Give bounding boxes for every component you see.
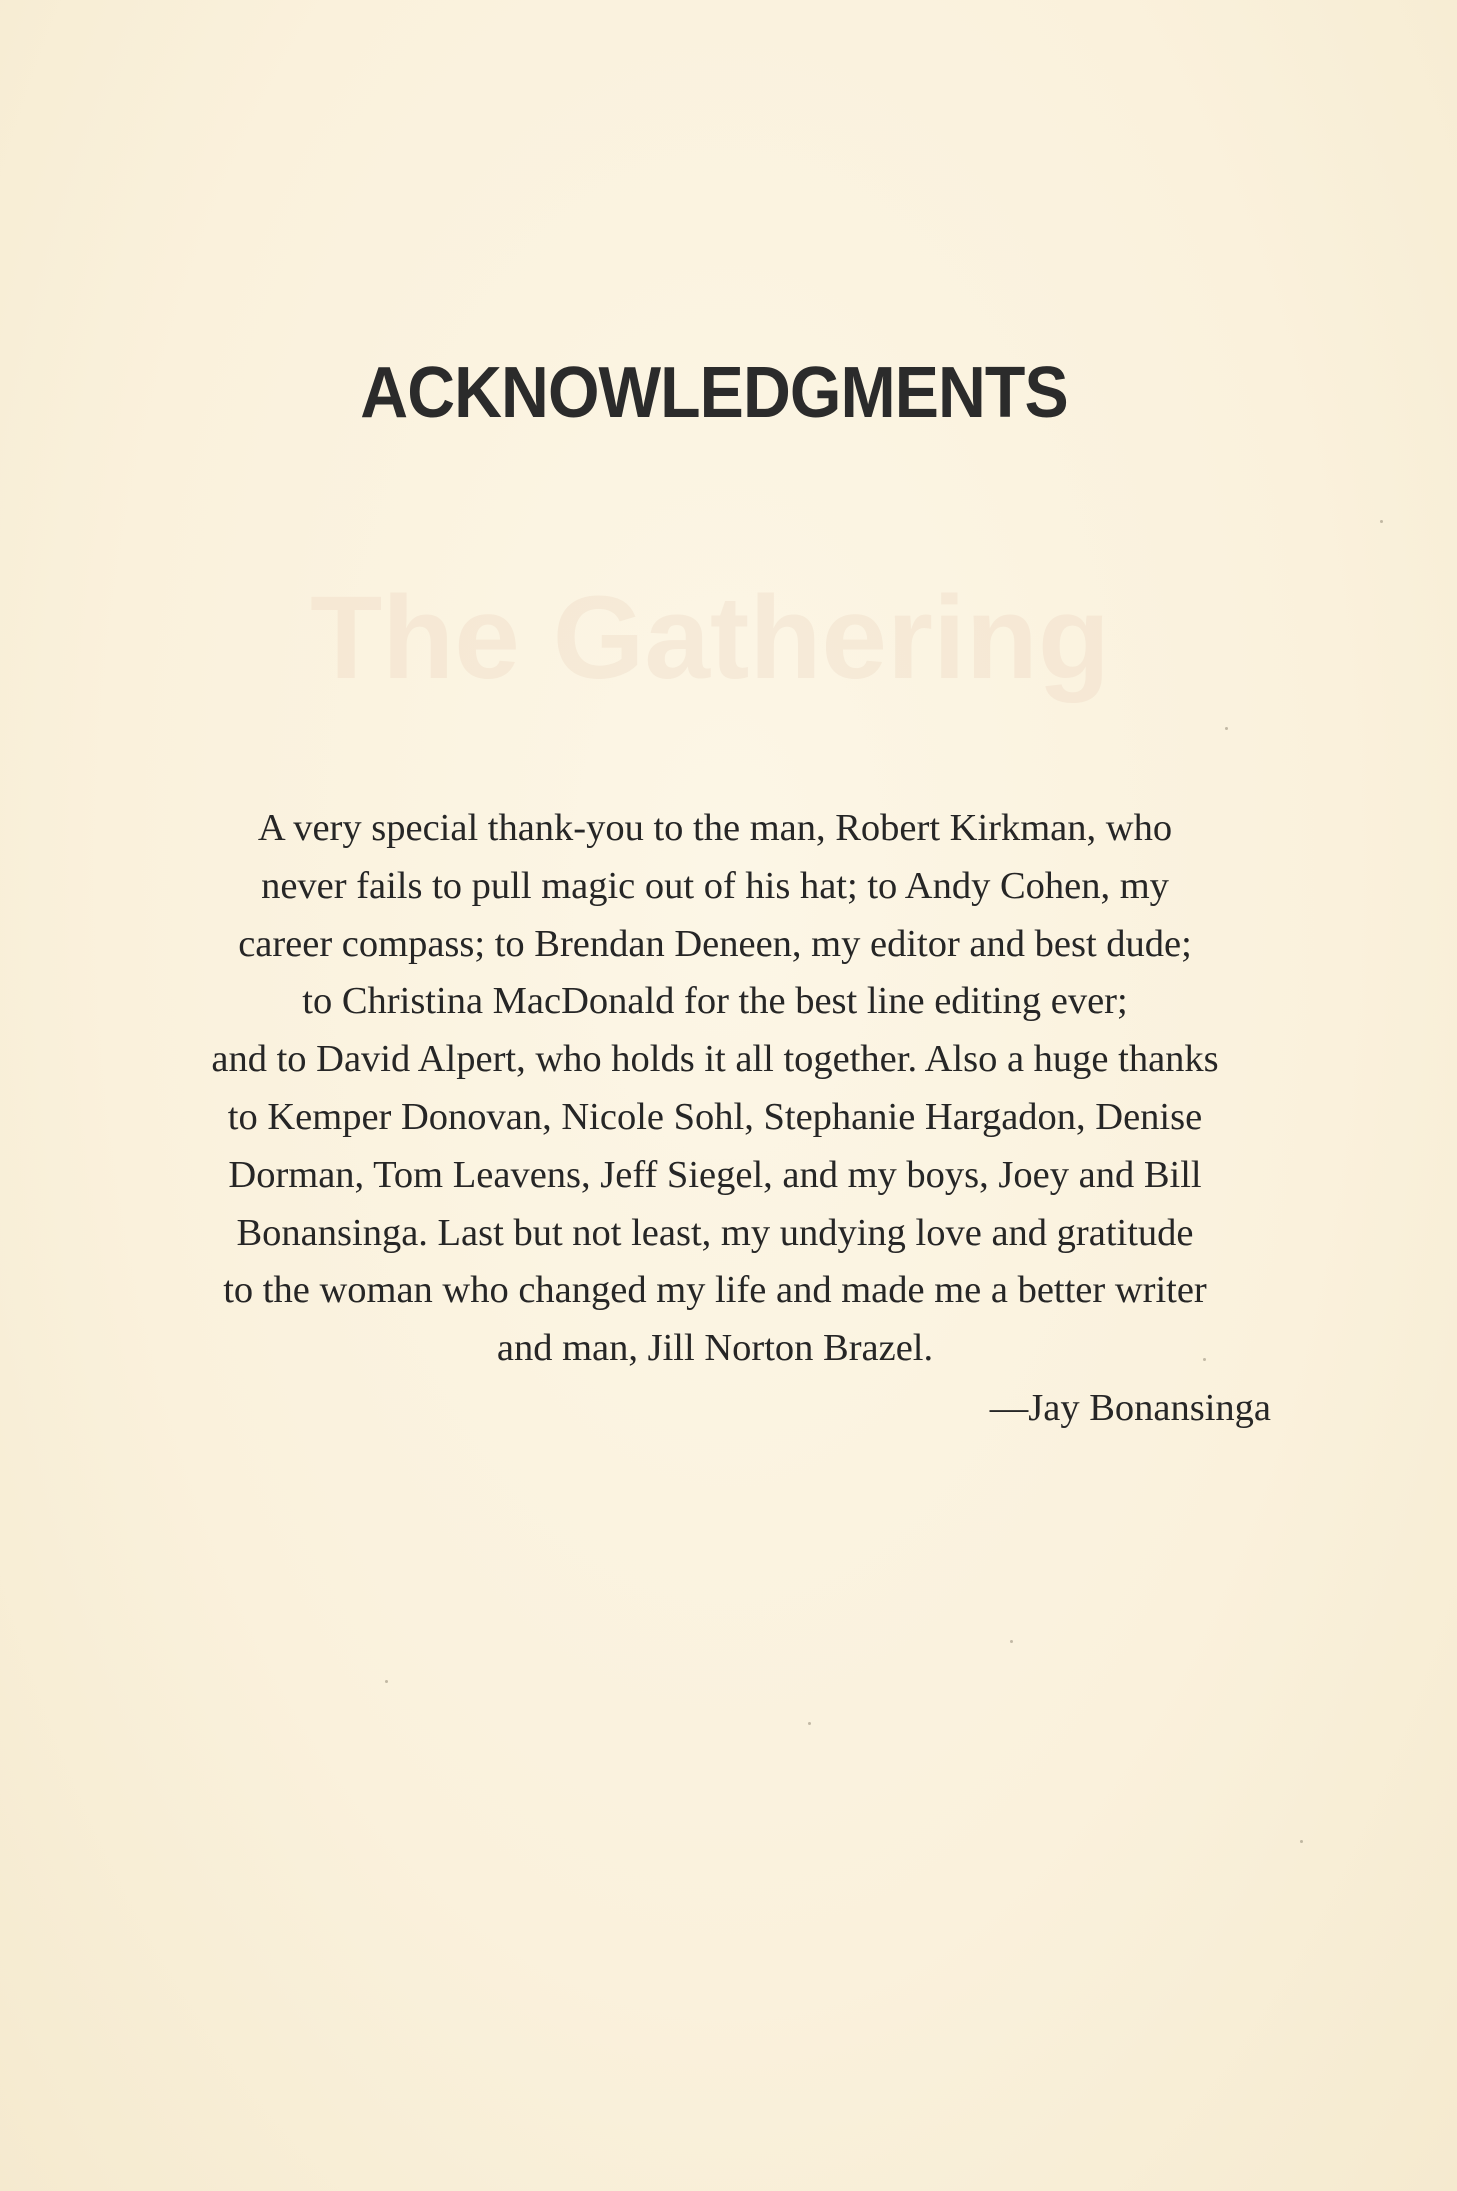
paragraph-line: A very special thank-you to the man, Robert Kirkman, who	[257, 807, 1173, 849]
paper-speck	[808, 1722, 811, 1725]
paper-speck	[1225, 727, 1228, 730]
paper-speck	[1380, 520, 1383, 523]
author-signature: —Jay Bonansinga	[989, 1387, 1271, 1429]
paragraph-line: never fails to pull magic out of his hat; to Andy Cohen, my	[261, 864, 1169, 907]
page-heading: ACKNOWLEDGMENTS	[360, 353, 1068, 433]
paper-speck	[385, 1680, 388, 1683]
paper-speck	[1010, 1640, 1013, 1643]
paragraph-line: and to David Alpert, who holds it all together. Also a huge thanks	[211, 1038, 1219, 1081]
paragraph-line: career compass; to Brendan Deneen, my editor and best dude;	[238, 922, 1192, 965]
show-through-text: The Gathering	[310, 572, 1110, 704]
paragraph-line: and man, Jill Norton Brazel.	[496, 1327, 934, 1370]
paragraph-line: to the woman who changed my life and made me a better writer	[223, 1269, 1207, 1312]
paragraph-line: Dorman, Tom Leavens, Jeff Siegel, and my boys, Joey and Bill	[228, 1153, 1202, 1196]
paper-speck	[1203, 1358, 1206, 1361]
paragraph-line: to Kemper Donovan, Nicole Sohl, Stephanie Hargadon, Denise	[227, 1095, 1203, 1138]
paragraph-line: to Christina MacDonald for the best line editing ever;	[302, 980, 1128, 1023]
paper-speck	[1300, 1840, 1303, 1843]
acknowledgments-paragraph	[150, 800, 1280, 1378]
paragraph-line: Bonansinga. Last but not least, my undying love and gratitude	[236, 1211, 1194, 1254]
